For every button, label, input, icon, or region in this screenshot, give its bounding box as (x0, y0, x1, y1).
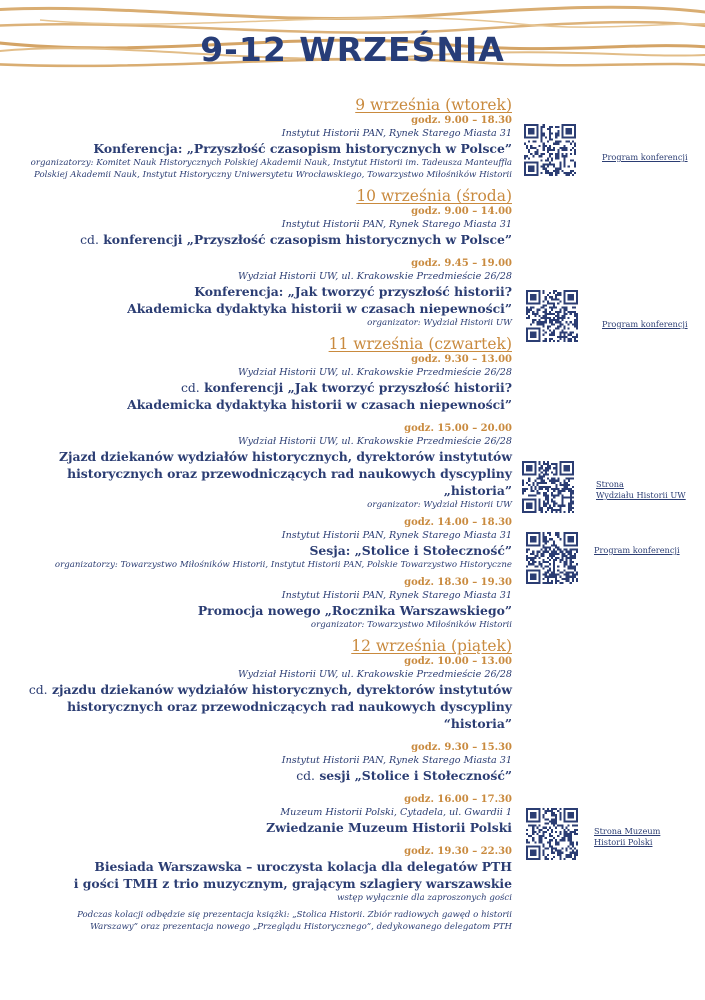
event-title: Promocja nowego „Rocznika Warszawskiego” (197, 603, 512, 618)
day-heading: 9 września (wtorek) (355, 96, 512, 114)
event-time: godz. 9.00 – 14.00 (411, 206, 512, 217)
event-title: Biesiada Warszawska – uroczysta kolacja dla delegatów PTH (94, 859, 512, 874)
event-title (20, 231, 512, 248)
event-title-text: zjazdu dziekanów wydziałów historycznych, dyrektorów instytutów (51, 682, 512, 697)
event-organizers: organizator: Wydział Historii UW (367, 318, 512, 328)
faculty-link-line: Wydziału Historii UW (596, 490, 686, 500)
page-title: 9-12 WRZEŚNIA (200, 30, 505, 69)
event-place: Instytut Historii PAN, Rynek Starego Miasta 31 (281, 755, 512, 766)
event-time: godz. 9.00 – 18.30 (411, 115, 512, 126)
day-heading: 12 września (piątek) (351, 637, 512, 655)
continuation-prefix: cd. (28, 682, 48, 697)
faculty-page-link[interactable] (596, 479, 686, 501)
event-title-text: sesji „Stolice i Stołeczność” (319, 768, 512, 783)
event-title-text: konferencji „Jak tworzyć przyszłość historii? (204, 380, 512, 395)
event-time: godz. 14.00 – 18.30 (404, 517, 512, 528)
event-place: Instytut Historii PAN, Rynek Starego Miasta 31 (281, 530, 512, 541)
event-title: Akademicka dydaktyka historii w czasach niepewności” (127, 397, 512, 412)
event-place: Wydział Historii UW, ul. Krakowskie Przedmieście 26/28 (238, 669, 512, 680)
qr-code-icon[interactable] (524, 124, 576, 176)
event-title (20, 681, 512, 698)
day-heading: 10 września (środa) (356, 187, 512, 205)
day-heading: 11 września (czwartek) (328, 335, 512, 353)
event-title-text: konferencji „Przyszłość czasopism historycznych w Polsce” (103, 232, 512, 247)
event-title: historycznych oraz przewodniczących rad naukowych dyscypliny “historia” (67, 699, 512, 731)
event-title: Akademicka dydaktyka historii w czasach niepewności” (127, 301, 512, 316)
event-place: Wydział Historii UW, ul. Krakowskie Przedmieście 26/28 (238, 271, 512, 282)
event-place: Wydział Historii UW, ul. Krakowskie Przedmieście 26/28 (238, 367, 512, 378)
event-title: i gości TMH z trio muzycznym, grającym szlagiery warszawskie (73, 876, 512, 891)
event-organizers: Polskiej Akademii Nauk, Instytut Historyczny Uniwersytetu Wrocławskiego, Towarzystwo Miłośników Historii (34, 170, 512, 180)
continuation-prefix: cd. (296, 768, 315, 783)
event-organizers: organizatorzy: Komitet Nauk Historycznych Polskiej Akademii Nauk, Instytut Historii im. Tadeusza Manteuffla (30, 158, 512, 168)
program-link[interactable]: Program konferencji (602, 152, 688, 162)
event-place: Wydział Historii UW, ul. Krakowskie Przedmieście 26/28 (238, 436, 512, 447)
event-title: Sesja: „Stolice i Stołeczność” (309, 543, 512, 558)
event-title (20, 767, 512, 784)
event-time: godz. 10.00 – 13.00 (404, 656, 512, 667)
museum-page-link[interactable] (594, 826, 660, 848)
event-time: godz. 9.45 – 19.00 (411, 258, 512, 269)
event-title: Zjazd dziekanów wydziałów historycznych, dyrektorów instytutów (58, 449, 512, 464)
event-description: Warszawy” oraz prezentacja nowego „Przeglądu Historycznego”, dedykowanego delegatom PTH (90, 922, 512, 932)
qr-code-icon[interactable] (526, 808, 578, 860)
event-place: Instytut Historii PAN, Rynek Starego Miasta 31 (281, 128, 512, 139)
event-note: wstęp wyłącznie dla zaproszonych gości (337, 893, 512, 903)
museum-link-line: Historii Polski (594, 837, 653, 847)
event-time: godz. 16.00 – 17.30 (404, 794, 512, 805)
continuation-prefix: cd. (180, 380, 200, 395)
event-time: godz. 19.30 – 22.30 (404, 846, 512, 857)
qr-code-icon[interactable] (522, 461, 574, 513)
qr-code-icon[interactable] (526, 290, 578, 342)
event-place: Instytut Historii PAN, Rynek Starego Miasta 31 (281, 219, 512, 230)
event-time: godz. 15.00 – 20.00 (404, 423, 512, 434)
event-title: Zwiedzanie Muzeum Historii Polski (266, 820, 512, 835)
event-time: godz. 9.30 – 15.30 (411, 742, 512, 753)
event-title: Konferencja: „Jak tworzyć przyszłość historii? (194, 284, 512, 299)
continuation-prefix: cd. (80, 232, 99, 247)
event-organizers: organizatorzy: Towarzystwo Miłośników Historii, Instytut Historii PAN, Polskie Towarzystwo Historyczne (54, 560, 512, 570)
event-place: Muzeum Historii Polski, Cytadela, ul. Gwardii 1 (280, 807, 512, 818)
event-title: Konferencja: „Przyszłość czasopism historycznych w Polsce” (93, 141, 512, 156)
event-time: godz. 9.30 – 13.00 (411, 354, 512, 365)
event-description: Podczas kolacji odbędzie się prezentacja książki: „Stolica Historii. Zbiór radiowych gawęd o historii (77, 910, 512, 920)
event-organizers: organizator: Towarzystwo Miłośników Historii (310, 620, 512, 630)
event-time: godz. 18.30 – 19.30 (404, 577, 512, 588)
schedule (20, 96, 512, 933)
qr-code-icon[interactable] (526, 532, 578, 584)
program-link[interactable]: Program konferencji (602, 319, 688, 329)
program-link[interactable]: Program konferencji (594, 545, 680, 555)
museum-link-line: Strona Muzeum (594, 826, 661, 836)
event-place: Instytut Historii PAN, Rynek Starego Miasta 31 (281, 590, 512, 601)
event-organizers: organizator: Wydział Historii UW (367, 500, 512, 510)
event-title: historycznych oraz przewodniczących rad naukowych dyscypliny „historia” (67, 466, 512, 498)
event-title (20, 379, 512, 396)
faculty-link-line: Strona (596, 479, 624, 489)
